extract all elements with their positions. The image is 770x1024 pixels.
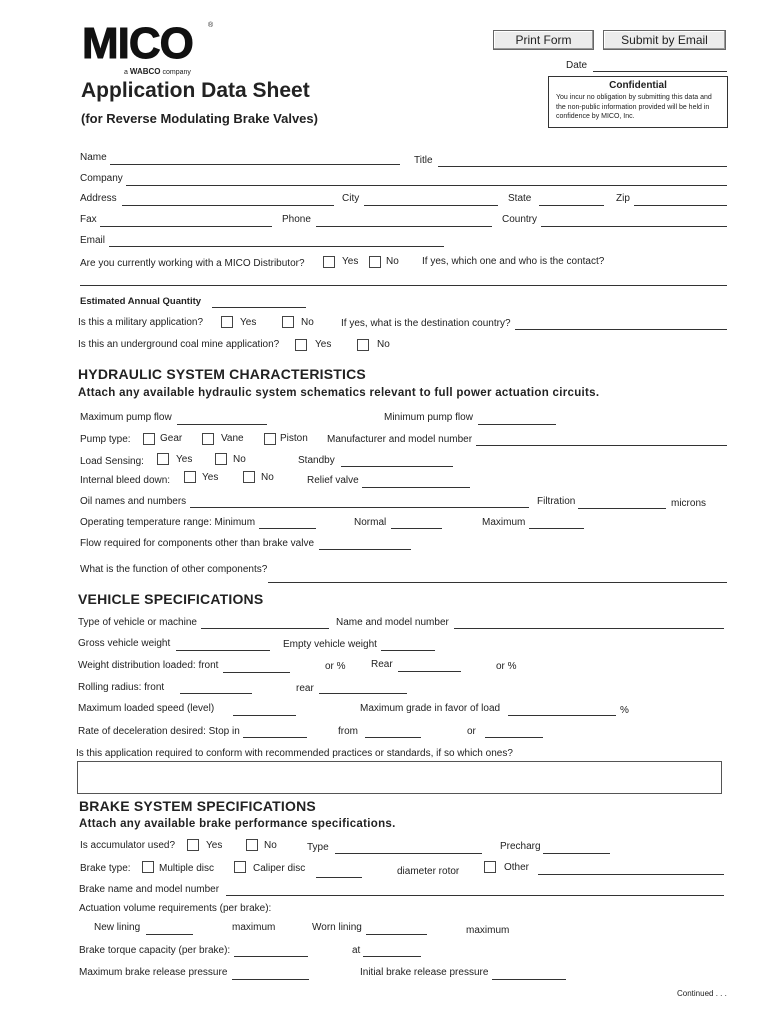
weight-dist-rear-field[interactable] xyxy=(398,671,461,672)
military-yes-label: Yes xyxy=(240,317,257,328)
max-speed-label: Maximum loaded speed (level) xyxy=(78,703,215,714)
brake-caliper-disc-label: Caliper disc xyxy=(253,863,306,874)
oil-names-field[interactable] xyxy=(190,507,529,508)
max-pump-flow-field[interactable] xyxy=(177,424,267,425)
min-pump-flow-field[interactable] xyxy=(478,424,556,425)
initial-release-field[interactable] xyxy=(492,979,566,980)
decel-label: Rate of deceleration desired: Stop in xyxy=(78,726,240,737)
brake-caliper-disc-checkbox[interactable] xyxy=(234,861,246,873)
decel-or-field[interactable] xyxy=(485,737,543,738)
brake-type-label: Brake type: xyxy=(80,863,131,874)
filtration-label: Filtration xyxy=(537,496,576,507)
email-field[interactable] xyxy=(109,246,444,247)
torque-label: Brake torque capacity (per brake): xyxy=(79,945,231,956)
vehicle-type-label: Type of vehicle or machine xyxy=(78,617,197,628)
manufacturer-label: Manufacturer and model number xyxy=(327,434,473,445)
pump-gear-label: Gear xyxy=(160,433,183,444)
fax-label: Fax xyxy=(80,214,97,225)
new-lining-label: New lining xyxy=(94,922,141,933)
torque-at-label: at xyxy=(352,945,361,956)
continued-note: Continued . . . xyxy=(677,989,727,998)
relief-valve-label: Relief valve xyxy=(307,475,359,486)
email-label: Email xyxy=(80,235,106,246)
gross-weight-label: Gross vehicle weight xyxy=(78,638,171,649)
max-grade-field[interactable] xyxy=(508,715,616,716)
op-temp-max-field[interactable] xyxy=(529,528,584,529)
weight-dist-rear-pct: or % xyxy=(496,661,517,672)
date-field[interactable] xyxy=(593,71,727,72)
submit-by-email-button[interactable]: Submit by Email xyxy=(603,30,726,50)
accumulator-type-field[interactable] xyxy=(335,853,482,854)
internal-bleed-no-label: No xyxy=(261,472,274,483)
decel-or-label: or xyxy=(467,726,476,737)
op-temp-normal-label: Normal xyxy=(354,517,387,528)
max-pump-flow-label: Maximum pump flow xyxy=(80,412,172,423)
load-sensing-yes-label: Yes xyxy=(176,454,193,465)
distributor-yes-label: Yes xyxy=(342,256,359,267)
accumulator-no-label: No xyxy=(264,840,277,851)
diameter-rotor-label: diameter rotor xyxy=(397,866,460,877)
internal-bleed-label: Internal bleed down: xyxy=(80,475,171,486)
company-field[interactable] xyxy=(126,185,727,186)
brake-multiple-disc-label: Multiple disc xyxy=(159,863,215,874)
gross-weight-field[interactable] xyxy=(176,650,270,651)
accumulator-type-label: Type xyxy=(307,842,329,853)
military-question: Is this a military application? xyxy=(78,317,204,328)
hydraulic-subheading: Attach any available hydraulic system schematics relevant to full power actuation circuits. xyxy=(78,387,600,399)
accumulator-yes-label: Yes xyxy=(206,840,223,851)
zip-field[interactable] xyxy=(634,205,727,206)
pump-gear-checkbox[interactable] xyxy=(143,433,155,445)
name-field[interactable] xyxy=(110,164,400,165)
coal-mine-yes-label: Yes xyxy=(315,339,332,350)
oil-names-label: Oil names and numbers xyxy=(80,496,187,507)
standby-field[interactable] xyxy=(341,466,453,467)
page-subtitle: (for Reverse Modulating Brake Valves) xyxy=(81,111,318,126)
worn-lining-field[interactable] xyxy=(366,934,427,935)
flow-other-field[interactable] xyxy=(319,549,411,550)
address-label: Address xyxy=(80,193,117,204)
pump-piston-label: Piston xyxy=(280,433,308,444)
wabco-brand: WABCO xyxy=(129,67,161,76)
phone-field[interactable] xyxy=(316,226,492,227)
load-sensing-label: Load Sensing: xyxy=(80,456,144,467)
accumulator-question: Is accumulator used? xyxy=(80,840,176,851)
brake-name-field[interactable] xyxy=(226,895,724,896)
worn-lining-label: Worn lining xyxy=(312,922,362,933)
op-temp-min-field[interactable] xyxy=(259,528,316,529)
destination-country-field[interactable] xyxy=(515,329,727,330)
load-sensing-no-label: No xyxy=(233,454,246,465)
city-label: City xyxy=(342,193,360,204)
military-no-label: No xyxy=(301,317,314,328)
distributor-question: Are you currently working with a MICO Distributor? xyxy=(80,258,305,269)
pump-vane-label: Vane xyxy=(221,433,244,444)
accumulator-yes-checkbox[interactable] xyxy=(187,839,199,851)
function-other-field[interactable] xyxy=(268,582,727,583)
diameter-rotor-field[interactable] xyxy=(316,877,362,878)
worn-lining-max-label: maximum xyxy=(466,925,510,936)
max-grade-pct: % xyxy=(620,705,629,716)
hydraulic-heading: HYDRAULIC SYSTEM CHARACTERISTICS xyxy=(78,366,366,382)
confidential-text: You incur no obligation by submitting this data and the non-public information provided will be held in confidence by MICO, Inc. xyxy=(556,94,712,120)
address-field[interactable] xyxy=(122,205,334,206)
name-label: Name xyxy=(80,152,107,163)
actuation-volume-label: Actuation volume requirements (per brake): xyxy=(79,903,272,914)
brake-other-checkbox[interactable] xyxy=(484,861,496,873)
vehicle-heading: VEHICLE SPECIFICATIONS xyxy=(78,591,264,607)
function-other-label: What is the function of other components? xyxy=(80,564,268,575)
distributor-yes-checkbox[interactable] xyxy=(323,256,335,268)
vehicle-name-model-label: Name and model number xyxy=(336,617,449,628)
annual-qty-field[interactable] xyxy=(212,307,306,308)
standby-label: Standby xyxy=(298,455,335,466)
max-release-label: Maximum brake release pressure xyxy=(79,967,228,978)
weight-dist-front-field[interactable] xyxy=(223,672,290,673)
weight-dist-front-pct: or % xyxy=(325,661,346,672)
city-field[interactable] xyxy=(364,205,498,206)
standards-question: Is this application required to conform with recommended practices or standards, if so which ones? xyxy=(76,748,513,759)
accumulator-no-checkbox[interactable] xyxy=(246,839,258,851)
title-label: Title xyxy=(414,155,433,166)
brake-name-label: Brake name and model number xyxy=(79,884,220,895)
logo-wordmark: MICO xyxy=(82,19,193,68)
distributor-contact-field[interactable] xyxy=(80,285,727,286)
max-grade-label: Maximum grade in favor of load xyxy=(360,703,501,714)
company-label: Company xyxy=(80,173,123,184)
date-label: Date xyxy=(566,60,588,71)
empty-weight-label: Empty vehicle weight xyxy=(283,639,377,650)
vehicle-name-model-field[interactable] xyxy=(454,628,724,629)
fax-field[interactable] xyxy=(100,226,272,227)
load-sensing-yes-checkbox[interactable] xyxy=(157,453,169,465)
country-field[interactable] xyxy=(541,226,727,227)
load-sensing-no-checkbox[interactable] xyxy=(215,453,227,465)
internal-bleed-yes-checkbox[interactable] xyxy=(184,471,196,483)
mico-logo: MICO ® a WABCO company xyxy=(82,19,214,76)
confidential-title: Confidential xyxy=(609,80,667,91)
rolling-radius-front-field[interactable] xyxy=(180,693,252,694)
rolling-radius-rear-field[interactable] xyxy=(319,693,407,694)
brake-other-label: Other xyxy=(504,862,530,873)
torque-at-field[interactable] xyxy=(363,956,421,957)
vehicle-type-field[interactable] xyxy=(201,628,329,629)
torque-field[interactable] xyxy=(234,956,308,957)
min-pump-flow-label: Minimum pump flow xyxy=(384,412,473,423)
new-lining-field[interactable] xyxy=(146,934,193,935)
brake-other-field[interactable] xyxy=(538,874,724,875)
state-label: State xyxy=(508,193,532,204)
coal-mine-no-label: No xyxy=(377,339,390,350)
print-form-button[interactable]: Print Form xyxy=(493,30,594,50)
military-followup: If yes, what is the destination country? xyxy=(341,318,511,329)
page-title: Application Data Sheet xyxy=(81,79,310,102)
relief-valve-field[interactable] xyxy=(362,487,470,488)
op-temp-normal-field[interactable] xyxy=(391,528,442,529)
distributor-followup: If yes, which one and who is the contact? xyxy=(422,256,605,267)
precharge-label: Precharg xyxy=(500,841,541,852)
brake-heading: BRAKE SYSTEM SPECIFICATIONS xyxy=(79,798,316,814)
rolling-radius-rear-label: rear xyxy=(296,683,314,694)
coal-mine-no-checkbox[interactable] xyxy=(357,339,369,351)
coal-mine-question: Is this an underground coal mine application? xyxy=(78,339,280,350)
pump-vane-checkbox[interactable] xyxy=(202,433,214,445)
decel-from-label: from xyxy=(338,726,358,737)
internal-bleed-yes-label: Yes xyxy=(202,472,219,483)
weight-dist-rear-label: Rear xyxy=(371,659,393,670)
pump-type-label: Pump type: xyxy=(80,434,131,445)
brake-multiple-disc-checkbox[interactable] xyxy=(142,861,154,873)
new-lining-max-label: maximum xyxy=(232,922,276,933)
distributor-no-label: No xyxy=(386,256,399,267)
empty-weight-field[interactable] xyxy=(381,650,435,651)
rolling-radius-label: Rolling radius: front xyxy=(78,682,165,693)
decel-stop-field[interactable] xyxy=(243,737,307,738)
military-no-checkbox[interactable] xyxy=(282,316,294,328)
max-release-field[interactable] xyxy=(232,979,309,980)
initial-release-label: Initial brake release pressure xyxy=(360,967,489,978)
manufacturer-field[interactable] xyxy=(476,445,727,446)
annual-qty-label: Estimated Annual Quantity xyxy=(80,296,202,307)
brake-subheading: Attach any available brake performance specifications. xyxy=(79,818,396,830)
max-speed-field[interactable] xyxy=(233,715,296,716)
precharge-field[interactable] xyxy=(543,853,610,854)
phone-label: Phone xyxy=(282,214,311,225)
title-field[interactable] xyxy=(438,166,727,167)
state-field[interactable] xyxy=(539,205,604,206)
coal-mine-yes-checkbox[interactable] xyxy=(295,339,307,351)
pump-piston-checkbox[interactable] xyxy=(264,433,276,445)
op-temp-max-label: Maximum xyxy=(482,517,526,528)
country-label: Country xyxy=(502,214,538,225)
registered-mark: ® xyxy=(208,22,214,29)
decel-from-field[interactable] xyxy=(365,737,421,738)
standards-textarea[interactable] xyxy=(77,761,722,794)
confidential-box xyxy=(548,76,728,128)
op-temp-label: Operating temperature range: Minimum xyxy=(80,517,256,528)
military-yes-checkbox[interactable] xyxy=(221,316,233,328)
weight-dist-label: Weight distribution loaded: front xyxy=(78,660,219,671)
microns-label: microns xyxy=(671,498,707,509)
flow-other-label: Flow required for components other than brake valve xyxy=(80,538,315,549)
internal-bleed-no-checkbox[interactable] xyxy=(243,471,255,483)
filtration-field[interactable] xyxy=(578,508,666,509)
zip-label: Zip xyxy=(616,193,630,204)
distributor-no-checkbox[interactable] xyxy=(369,256,381,268)
